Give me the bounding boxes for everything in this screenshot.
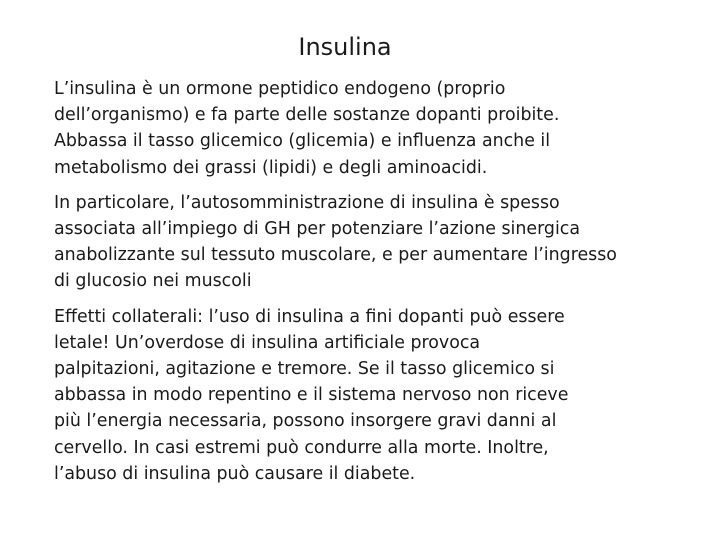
- paragraph-usage: In particolare, l’autosomministrazione di insulina è spesso associata all’impiego di GH per potenziare l’azione sinergica anabolizzante sul tessuto muscolare, e per aumentare l’ingresso di glucosio nei muscoli: [54, 192, 617, 292]
- slide-body: [54, 76, 694, 496]
- slide-title: Insulina: [298, 33, 392, 61]
- paragraph-side-effects: Effetti collaterali: l’uso di insulina a fini dopanti può essere letale! Un’overdose di insulina artificiale provoca palpitazioni, agitazione e tremore. Se il tasso glicemico si abbassa in modo repentino e il sistema nervoso non riceve più l’energia necessaria, possono insorgere gravi danni al cervello. In casi estremi può condurre alla morte. Inoltre, l’abuso di insulina può causare il diabete.: [54, 306, 569, 484]
- paragraph-definition: L’insulina è un ormone peptidico endogeno (proprio dell’organismo) e fa parte delle sostanze dopanti proibite. Abbassa il tasso glicemico (glicemia) e influenza anche il metabolismo dei grassi (lipidi) e degli aminoacidi.: [54, 79, 560, 178]
